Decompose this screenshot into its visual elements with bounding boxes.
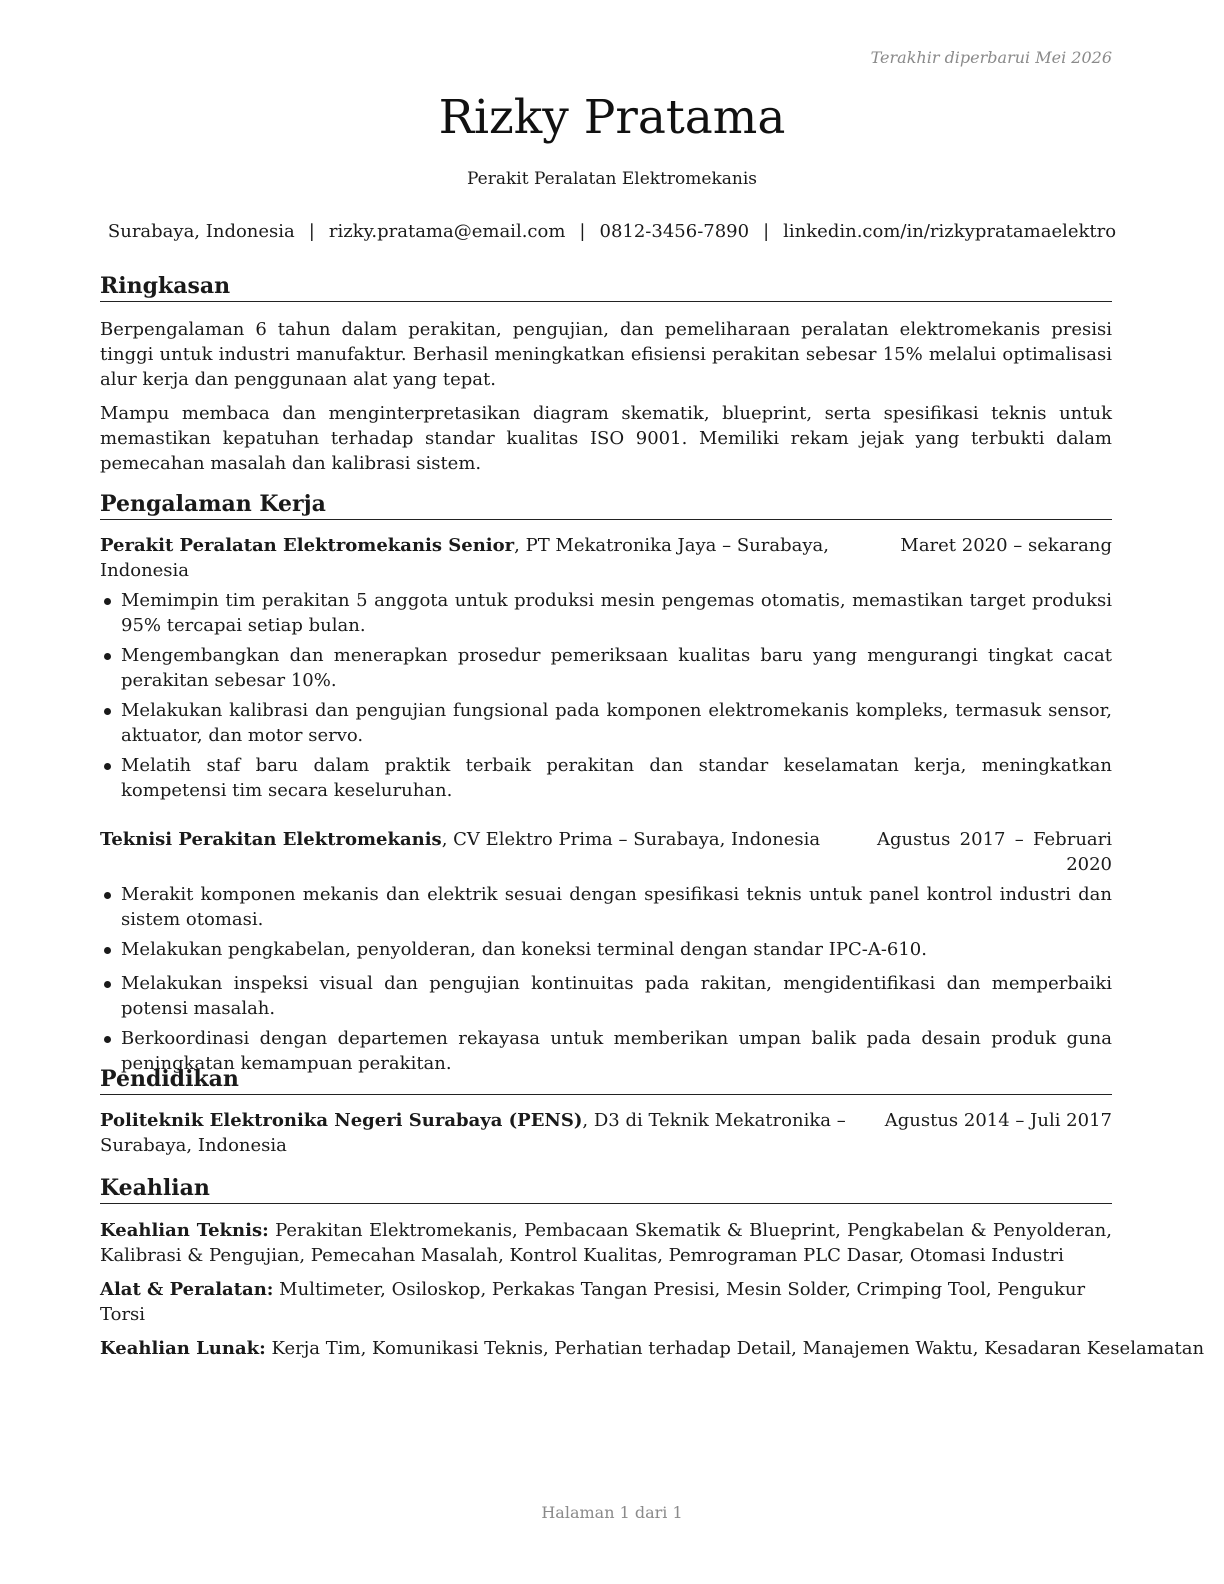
job-dates: Maret 2020 – sekarang [900,535,1112,556]
skill-label: Alat & Peralatan: [100,1279,274,1300]
job-organization: , CV Elektro Prima – Surabaya, Indonesia [441,829,821,850]
education-dates: Agustus 2014 – Juli 2017 [884,1110,1112,1131]
list-item: Mengembangkan dan menerapkan prosedur pemeriksaan kualitas baru yang mengurangi tingkat cacat perakitan sebesar 10%. [100,643,1112,693]
contact-phone: 0812-3456-7890 [599,221,750,242]
job-header [100,533,1112,583]
contact-line [0,219,1224,244]
job-dates: Agustus 2017 – Februari 2020 [877,829,1112,875]
skill-row [100,1336,1205,1361]
education-heading: Pendidikan [100,1064,1112,1095]
summary-paragraph: Berpengalaman 6 tahun dalam perakitan, pengujian, dan pemeliharaan peralatan elektromekanis presisi tinggi untuk industri manufaktur. Berhasil meningkatkan efisiensi perakitan sebesar 15% melalui optimalisasi alur kerja dan penggunaan alat yang tepat. [100,319,1112,390]
job-organization: , PT Mekatronika Jaya – Surabaya, Indonesia [100,535,829,581]
contact-location: Surabaya, Indonesia [107,221,295,242]
job-title: Teknisi Perakitan Elektromekanis [100,829,442,850]
job-title: Perakit Peralatan Elektromekanis Senior [100,535,515,556]
list-item: Melakukan pengkabelan, penyolderan, dan koneksi terminal dengan standar IPC-A-610. [100,937,1112,962]
contact-linkedin[interactable]: linkedin.com/in/rizkypratamaelektro [783,221,1117,242]
last-updated: Terakhir diperbarui Mei 2026 [870,48,1112,67]
skills-heading: Keahlian [100,1173,1112,1204]
experience-section [100,489,1112,1076]
skill-label: Keahlian Lunak: [100,1338,266,1359]
list-item: Melatih staf baru dalam praktik terbaik perakitan dan standar keselamatan kerja, meningkatkan kompetensi tim secara keseluruhan. [100,753,1112,803]
summary-paragraph: Mampu membaca dan menginterpretasikan diagram skematik, blueprint, serta spesifikasi teknis untuk memastikan kepatuhan terhadap standar kualitas ISO 9001. Memiliki rekam jejak yang terbukti dalam pemecahan masalah dan kalibrasi sistem. [100,403,1112,474]
job-title: Perakit Peralatan Elektromekanis [467,169,757,189]
contact-separator: | [579,221,586,242]
job-header [100,827,1112,877]
skill-row [100,1218,1112,1268]
summary-heading: Ringkasan [100,271,1112,302]
education-entry [100,1108,1112,1158]
skill-label: Keahlian Teknis: [100,1220,269,1241]
school-name: Politeknik Elektronika Negeri Surabaya (PENS) [100,1110,583,1131]
skill-value: Kerja Tim, Komunikasi Teknis, Perhatian terhadap Detail, Manajemen Waktu, Kesadaran Keselamatan [265,1338,1205,1359]
list-item: Berkoordinasi dengan departemen rekayasa untuk memberikan umpan balik pada desain produk guna peningkatan kemampuan perakitan. [100,1026,1112,1076]
job-entry [100,827,1112,1076]
skill-value: Multimeter, Osiloskop, Perkakas Tangan Presisi, Mesin Solder, Crimping Tool, Pengukur Torsi [100,1279,1086,1325]
contact-separator: | [308,221,315,242]
experience-heading: Pengalaman Kerja [100,489,1112,520]
education-section [100,1064,1112,1158]
page-number: Halaman 1 dari 1 [541,1503,683,1522]
education-detail: , D3 di Teknik Mekatronika – Surabaya, Indonesia [100,1110,846,1156]
contact-email[interactable]: rizky.pratama@email.com [328,221,566,242]
list-item: Melakukan kalibrasi dan pengujian fungsional pada komponen elektromekanis kompleks, termasuk sensor, aktuator, dan motor servo. [100,698,1112,748]
job-bullets [100,882,1112,1076]
summary-section [100,271,1112,476]
list-item: Memimpin tim perakitan 5 anggota untuk produksi mesin pengemas otomatis, memastikan target produksi 95% tercapai setiap bulan. [100,588,1112,638]
skill-value: Perakitan Elektromekanis, Pembacaan Skematik & Blueprint, Pengkabelan & Penyolderan, Kalibrasi & Pengujian, Pemecahan Masalah, Kontrol Kualitas, Pemrograman PLC Dasar, Otomasi Industri [100,1220,1112,1266]
job-bullets [100,588,1112,803]
list-item: Merakit komponen mekanis dan elektrik sesuai dengan spesifikasi teknis untuk panel kontrol industri dan sistem otomasi. [100,882,1112,932]
contact-separator: | [763,221,770,242]
skill-row [100,1277,1112,1327]
job-entry [100,533,1112,803]
skills-section [100,1173,1205,1361]
list-item: Melakukan inspeksi visual dan pengujian kontinuitas pada rakitan, mengidentifikasi dan memperbaiki potensi masalah. [100,971,1112,1021]
candidate-name: Rizky Pratama [438,90,786,145]
